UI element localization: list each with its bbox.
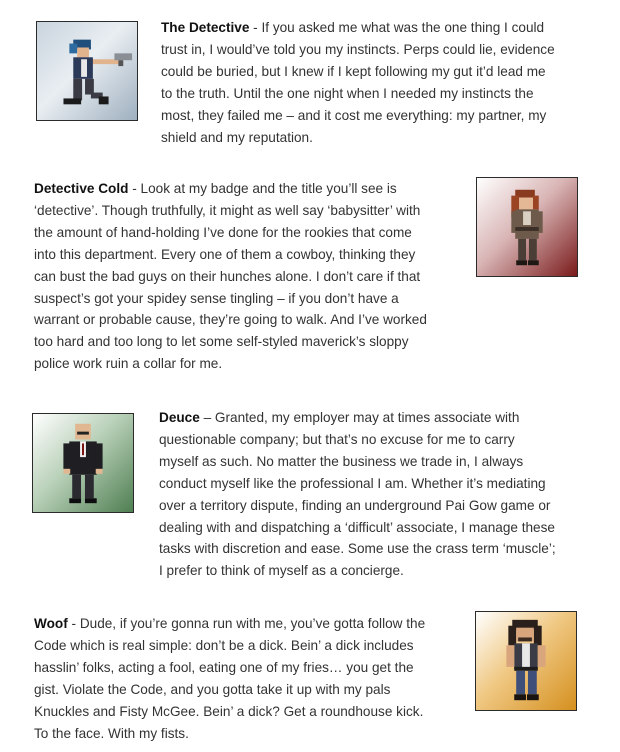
text-line: to the truth. Until the one night when I needed my instincts the [161,85,534,101]
entry-the-detective [161,17,581,148]
text-line: gist. Violate the Code, and you gotta take it up with my pals [34,681,391,697]
text-line: myself as such. No matter the business we trade in, I always [159,453,524,469]
text-line: warrant or probable cause, they’re going to walk. And I’ve worked [34,312,427,328]
text-line: Code which is real simple: don’t be a dick. Bein’ a dick includes [34,637,414,653]
text-line: into this department. Every one of them a cowboy, thinking they [34,246,416,262]
text-line: over a territory dispute, finding an underground Pai Gow game or [159,497,551,513]
text-line: conduct myself like the professional I am. Whether it’s mediating [159,475,546,491]
text-line: the amount of hand-holding I’ve done for the rookies that come [34,224,412,240]
text-line: Knuckles and Fisty McGee. Bein’ a dick? Get a roundhouse kick. [34,703,424,719]
deuce-sprite-icon [33,414,133,512]
deuce-portrait-icon [32,413,134,513]
text-line: trust in, I would’ve told you my instincts. Perps could lie, evidence [161,41,555,57]
text-line: To the face. With my fists. [34,725,189,741]
entry-woof [34,613,454,744]
character-name: Detective Cold [34,181,129,196]
text-line: too hard and too long to let some self-styled maverick’s sloppy [34,334,409,350]
text-line: - If you asked me what was the one thing I could [249,20,545,35]
text-line: hasslin’ folks, acting a fool, eating one of my fries… you get the [34,659,414,675]
text-line: shield and my reputation. [161,129,313,145]
text-line: – Granted, my employer may at times associate with [199,410,520,425]
detective-cold-portrait-icon [476,177,578,277]
character-name: The Detective [161,20,250,35]
text-line: - Dude, if you’re gonna run with me, you’ve gotta follow the [67,616,426,631]
text-line: can bust the bad guys on their hunches alone. I don’t care if that [34,268,421,284]
text-line: - Look at my badge and the title you’ll see is [128,181,397,196]
entry-deuce [159,407,584,582]
text-line: questionable company; but that’s no excuse for me to carry [159,431,515,447]
woof-portrait-icon [475,611,577,711]
character-name: Deuce [159,410,200,425]
text-line: dealing with and dispatching a ‘difficult’ associate, I manage these [159,519,555,535]
text-line: ‘detective’. Though truthfully, it might as well say ‘babysitter’ with [34,202,421,218]
detective-portrait-icon [36,21,138,121]
entry-detective-cold [34,178,454,375]
text-line: I prefer to think of myself as a concierge. [159,563,404,579]
text-line: tasks with discretion and ease. Some use the crass term ‘muscle’; [159,541,556,557]
text-line: police work ruin a collar for me. [34,356,223,372]
detective-sprite-icon [37,22,137,120]
text-line: most, they failed me – and it cost me everything: my partner, my [161,107,547,123]
character-name: Woof [34,616,68,631]
text-line: suspect’s got your spidey sense tingling – if you don’t have a [34,290,399,306]
woof-sprite-icon [476,612,576,710]
text-line: could be buried, but I knew if I kept following my gut it’d lead me [161,63,546,79]
detective-cold-sprite-icon [477,178,577,276]
